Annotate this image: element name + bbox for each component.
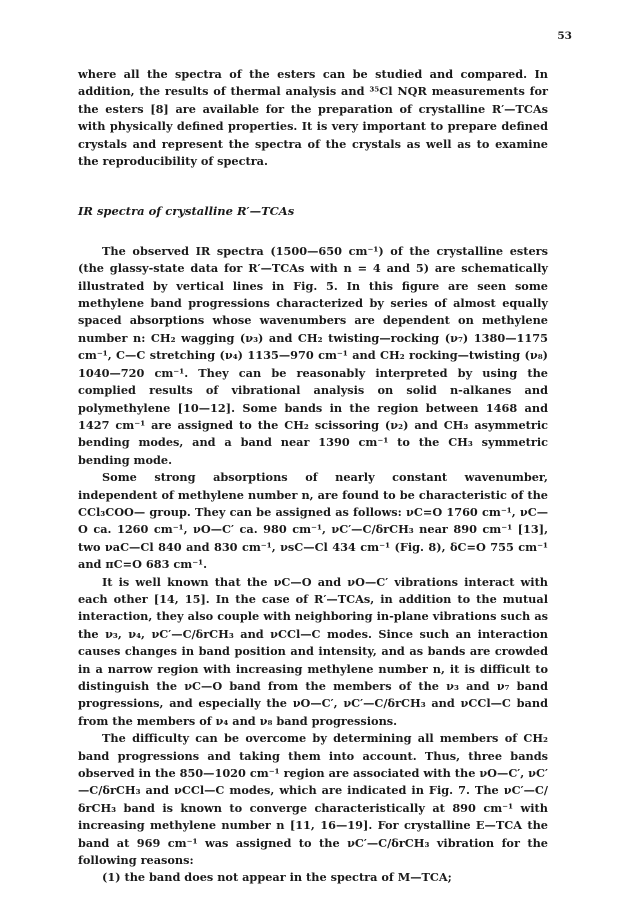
intro-paragraph: where all the spectra of the esters can be studied and compared. In addition, the results of thermal analysis and ³⁵Cl NQR measurements for the esters [8] are available for the preparation of crystalline R′—TCAs with physically defined properties. It is very important to prepare defined crystals and represent the spectra of the crystals as well as to examine the reproducibility of spectra. xyxy=(78,67,548,169)
body-paragraph: The observed IR spectra (1500—650 cm⁻¹) of the crystalline esters (the glassy-state data for R′—TCAs with n = 4 and 5) are schematically illustrated by vertical lines in Fig. 5. In this figure are seen some methylene band progressions characterized by series of almost equally spaced absorptions whose wavenumbers are dependent on methylene number n: CH₂ wagging (ν₃) and CH₂ twisting—rocking (ν₇) 1380—1175 cm⁻¹, C—C stretching (ν₄) 1135—970 cm⁻¹ and CH₂ rocking—twisting (ν₈) 1040—720 cm⁻¹. They can be reasonably interpreted by using the complied results of vibrational analysis on solid n-alkanes and polymethylene [10—12]. Some bands in the region between 1468 and 1427 cm⁻¹ are assigned to the CH₂ scissoring (ν₂) and CH₃ asymmetric bending modes, and a band near 1390 cm⁻¹ to the CH₃ symmetric bending mode. xyxy=(78,243,548,467)
body-paragraph: Some strong absorptions of nearly constant wavenumber, independent of methylene number n, are found to be characteristic of the CCl₃COO— group. They can be assigned as follows: νC=O 1760 cm⁻¹, νC—O ca. 1260 cm⁻¹, νO—C′ ca. 980 cm⁻¹, νC′—C/δrCH₃ near 890 cm⁻¹ [13], two νaC—Cl 840 and 830 cm⁻¹, νsC—Cl 434 cm⁻¹ (Fig. 8), δC=O 755 cm⁻¹ and πC=O 683 cm⁻¹. xyxy=(78,470,548,572)
section-heading: IR spectra of crystalline R′—TCAs xyxy=(78,204,295,219)
body-paragraph: It is well known that the νC—O and νO—C′ vibrations interact with each other [14, 15]. In the case of R′—TCAs, in addition to the mutual interaction, they also couple with neighboring in-plane vibrations such as the ν₃, ν₄, νC′—C/δrCH₃ and νCCl—C modes. Since such an interaction causes changes in band position and intensity, and as bands are crowded in a narrow region with increasing methylene number n, it is difficult to distinguish the νC—O band from the members of the ν₃ and ν₇ band progressions, and especially the νO—C′, νC′—C/δrCH₃ and νCCl—C band from the members of ν₄ and ν₈ band progressions. xyxy=(78,574,548,728)
page-number: 53 xyxy=(557,30,572,42)
main-text xyxy=(78,66,548,887)
body-paragraph: (1) the band does not appear in the spectra of M—TCA; xyxy=(102,870,452,885)
body-paragraph: The difficulty can be overcome by determining all members of CH₂ band progressions and taking them into account. Thus, three bands observed in the 850—1020 cm⁻¹ region are associated with the νO—C′, νC′—C/δrCH₃ and νCCl—C modes, which are indicated in Fig. 7. The νC′—C/δrCH₃ band is known to converge characteristically at 890 cm⁻¹ with increasing methylene number n [11, 16—19]. For crystalline E—TCA the band at 969 cm⁻¹ was assigned to the νC′—C/δrCH₃ vibration for the following reasons: xyxy=(78,731,548,868)
